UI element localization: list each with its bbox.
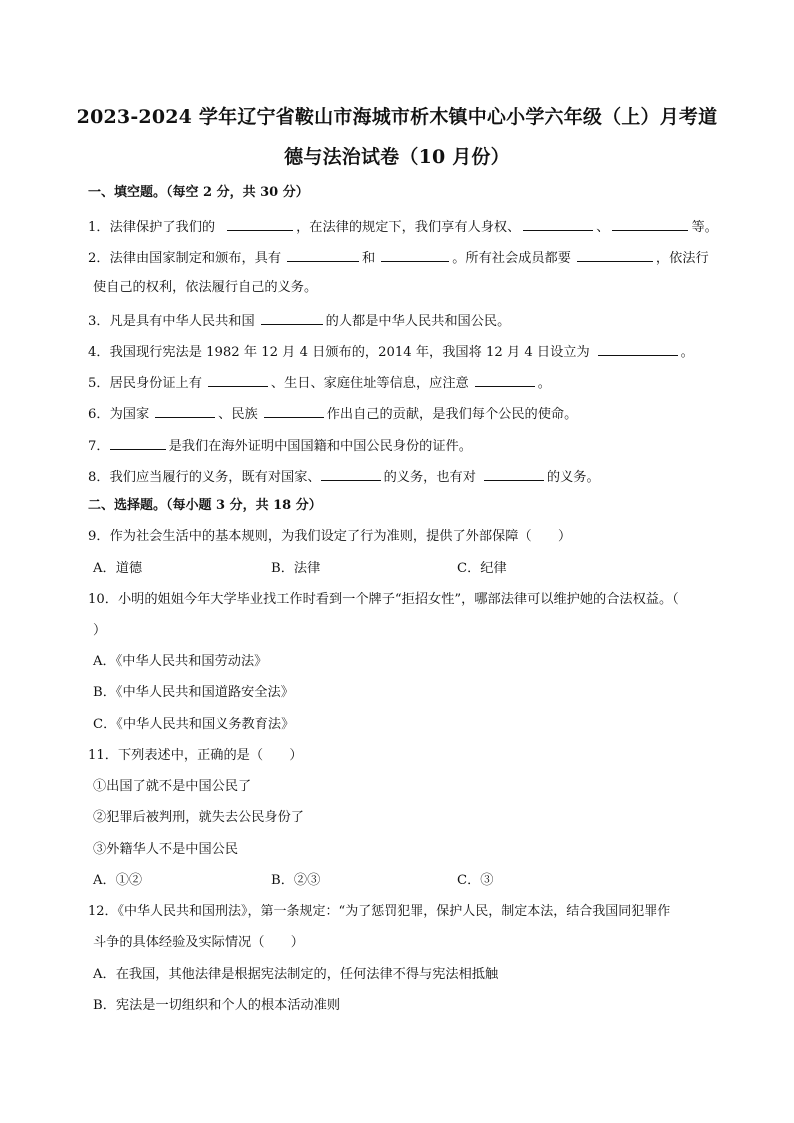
question-1 — [88, 218, 718, 234]
answer-blank[interactable] — [523, 218, 593, 231]
question-9-stem: 9．作为社会生活中的基本规则，为我们设定了行为准则，提供了外部保障（ ） — [88, 529, 572, 544]
question-text: 2．法律由国家制定和颁布，具有 — [88, 251, 282, 266]
question-12-stem-continuation: 斗争的具体经验及实际情况（ ） — [93, 935, 304, 950]
question-12-stem: 12．《中华人民共和国刑法》，第一条规定：“为了惩罚犯罪，保护人民，制定本法，结合我国同犯罪作 — [88, 904, 671, 919]
answer-blank[interactable] — [612, 218, 688, 231]
question-11-options — [93, 874, 493, 887]
question-10-stem-continuation: ） — [93, 623, 107, 638]
answer-blank[interactable] — [321, 468, 381, 481]
question-text: 作出自己的贡献，是我们每个公民的使命。 — [326, 407, 578, 422]
question-text: 、生日、家庭住址等信息，应注意 — [270, 376, 469, 391]
question-11-stem: 11．下列表述中，正确的是（ ） — [88, 748, 303, 763]
question-text: 8．我们应当履行的义务，既有对国家、 — [88, 470, 321, 485]
question-11-statement-1: ①出国了就不是中国公民了 — [93, 779, 252, 794]
question-text: 4．我国现行宪法是 1982 年 12 月 4 日颁布的，2014 年，我国将 12 月 4 日设立为 — [88, 345, 590, 360]
question-text: 5．居民身份证上有 — [88, 376, 202, 391]
answer-blank[interactable] — [598, 343, 678, 356]
question-3 — [88, 312, 510, 328]
question-text: 和 — [362, 251, 376, 266]
question-text: 。所有社会成员都要 — [452, 251, 571, 266]
section-fill-in-heading: 一、填空题。（每空 2 分，共 30 分） — [88, 185, 309, 200]
question-text: 7． — [88, 439, 110, 454]
question-text: 等。 — [691, 220, 718, 235]
question-text: ，在法律的规定下，我们享有人身权、 — [296, 220, 521, 235]
question-12-option-b[interactable]: B．宪法是一切组织和个人的根本活动准则 — [93, 998, 341, 1013]
section-choice-heading: 二、选择题。（每小题 3 分，共 18 分） — [88, 498, 322, 513]
answer-blank[interactable] — [577, 249, 653, 262]
option-c[interactable]: C．③ — [457, 873, 494, 888]
answer-blank[interactable] — [264, 405, 324, 418]
question-text: 。 — [680, 345, 694, 360]
question-12-option-a[interactable]: A．在我国，其他法律是根据宪法制定的，任何法律不得与宪法相抵触 — [93, 967, 499, 982]
page-title-line-2: 德与法治试卷（10 月份） — [284, 146, 510, 168]
question-text: ，依法行 — [655, 251, 709, 266]
answer-blank[interactable] — [110, 437, 166, 450]
question-text: 的人都是中华人民共和国公民。 — [325, 314, 511, 329]
question-text: 的义务，也有对 — [383, 470, 476, 485]
question-7 — [88, 437, 472, 453]
answer-blank[interactable] — [484, 468, 544, 481]
answer-blank[interactable] — [227, 218, 293, 231]
option-a[interactable]: A．①② — [93, 873, 143, 888]
option-c[interactable]: C．纪律 — [457, 561, 507, 576]
answer-blank[interactable] — [261, 312, 323, 325]
answer-blank[interactable] — [475, 374, 535, 387]
question-11-statement-2: ②犯罪后被判刑，就失去公民身份了 — [93, 810, 304, 825]
question-10-option-a[interactable]: A．《中华人民共和国劳动法》 — [93, 654, 268, 669]
answer-blank[interactable] — [155, 405, 215, 418]
question-text: 1．法律保护了我们的 — [88, 220, 216, 235]
question-text: 是我们在海外证明中国国籍和中国公民身份的证件。 — [168, 439, 472, 454]
question-11-statement-3: ③外籍华人不是中国公民 — [93, 842, 239, 857]
question-5 — [88, 374, 551, 390]
question-2-continuation: 使自己的权利，依法履行自己的义务。 — [93, 280, 318, 295]
answer-blank[interactable] — [287, 249, 359, 262]
question-text: 、 — [596, 220, 610, 235]
option-b[interactable]: B．②③ — [271, 873, 321, 888]
question-text: 的义务。 — [546, 470, 600, 485]
question-text: 。 — [537, 376, 551, 391]
question-8 — [88, 468, 600, 484]
question-4 — [88, 343, 694, 359]
question-9-options — [93, 562, 507, 575]
page-title-line-1: 2023-2024 学年辽宁省鞍山市海城市析木镇中心小学六年级（上）月考道 — [76, 106, 718, 128]
option-a[interactable]: A．道德 — [93, 561, 143, 576]
question-text: 6．为国家 — [88, 407, 150, 422]
question-text: 3．凡是具有中华人民共和国 — [88, 314, 255, 329]
option-b[interactable]: B．法律 — [271, 561, 321, 576]
question-10-stem: 10．小明的姐姐今年大学毕业找工作时看到一个牌子“拒招女性”，哪部法律可以维护她的合法权益。（ — [88, 592, 679, 607]
question-2 — [88, 249, 709, 265]
answer-blank[interactable] — [381, 249, 449, 262]
question-10-option-b[interactable]: B．《中华人民共和国道路安全法》 — [93, 685, 294, 700]
question-text: 、民族 — [218, 407, 258, 422]
answer-blank[interactable] — [208, 374, 268, 387]
question-6 — [88, 405, 577, 421]
question-10-option-c[interactable]: C．《中华人民共和国义务教育法》 — [93, 717, 295, 732]
